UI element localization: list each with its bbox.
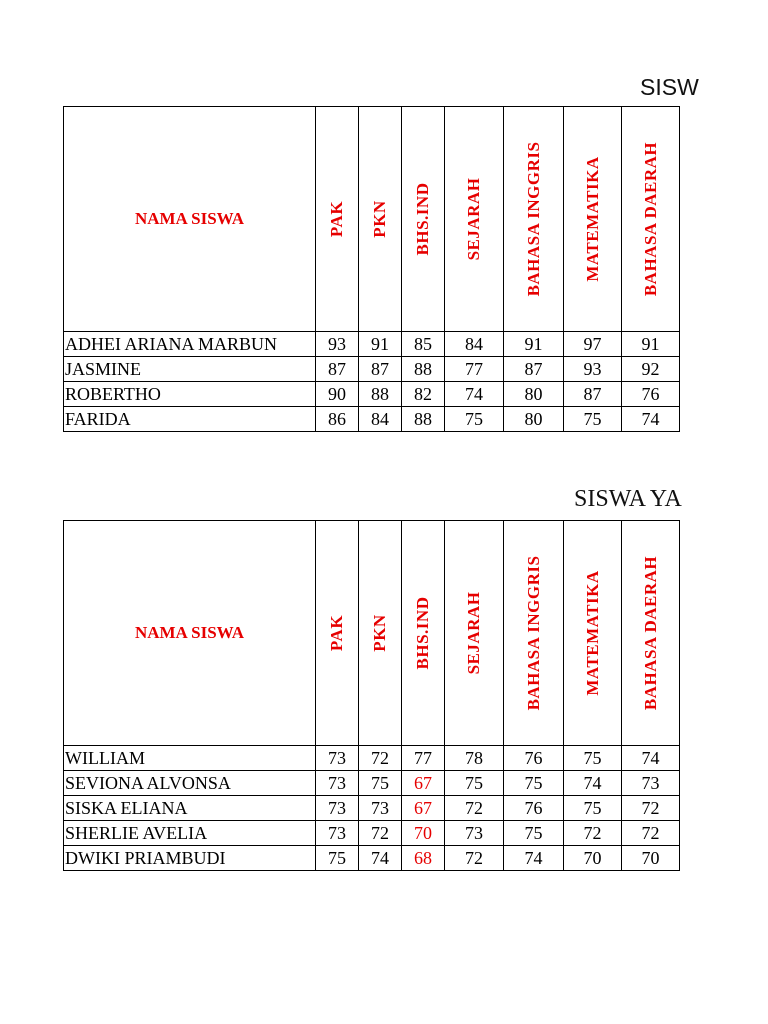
score-cell: 97 [564, 332, 622, 357]
score-cell: 74 [504, 846, 564, 871]
score-cell: 84 [445, 332, 504, 357]
header-subject-bhs-ind [402, 521, 445, 746]
score-cell: 74 [622, 407, 680, 432]
score-cell: 76 [622, 382, 680, 407]
section-title-top: SISW [640, 74, 699, 100]
score-cell-low: 68 [402, 846, 445, 871]
score-cell: 74 [564, 771, 622, 796]
header-subject-label: PAK [327, 614, 346, 652]
score-cell: 72 [359, 821, 402, 846]
score-cell: 72 [622, 821, 680, 846]
header-nama-siswa: NAMA SISWA [64, 521, 316, 746]
table-row [64, 771, 680, 796]
score-cell: 72 [445, 796, 504, 821]
score-cell: 87 [359, 357, 402, 382]
student-name: SHERLIE AVELIA [64, 821, 316, 846]
header-subject-label: BAHASA INGGRIS [523, 141, 543, 297]
score-cell: 82 [402, 382, 445, 407]
score-cell: 87 [564, 382, 622, 407]
student-name: WILLIAM [64, 746, 316, 771]
score-cell: 78 [445, 746, 504, 771]
table-row [64, 382, 680, 407]
header-subject-pak [316, 107, 359, 332]
score-cell: 73 [445, 821, 504, 846]
score-cell: 74 [622, 746, 680, 771]
score-cell: 93 [316, 332, 359, 357]
score-cell: 84 [359, 407, 402, 432]
header-subject-label: MATEMATIKA [582, 156, 602, 282]
header-subject-matematika [564, 107, 622, 332]
score-cell: 88 [402, 407, 445, 432]
header-subject-sejarah [445, 521, 504, 746]
score-cell: 91 [359, 332, 402, 357]
table-row [64, 746, 680, 771]
table-header-row [64, 107, 680, 332]
score-cell-low: 67 [402, 771, 445, 796]
header-subject-bahasa-inggris [504, 107, 564, 332]
header-subject-label: BAHASA DAERAH [640, 555, 660, 711]
header-subject-label: BHS.IND [413, 596, 432, 670]
header-subject-label: PAK [327, 200, 346, 238]
score-cell: 91 [622, 332, 680, 357]
table-row [64, 796, 680, 821]
score-cell: 77 [402, 746, 445, 771]
header-subject-label: SEJARAH [464, 177, 483, 261]
table-header-row [64, 521, 680, 746]
score-cell: 90 [316, 382, 359, 407]
header-subject-label: BHS.IND [413, 182, 432, 256]
score-cell: 80 [504, 382, 564, 407]
header-subject-label: MATEMATIKA [582, 570, 602, 696]
score-cell: 75 [504, 771, 564, 796]
score-cell-low: 70 [402, 821, 445, 846]
score-cell: 74 [359, 846, 402, 871]
header-subject-label: BAHASA DAERAH [640, 141, 660, 297]
section-title-bottom: SISWA YA [574, 486, 682, 512]
score-cell: 73 [359, 796, 402, 821]
score-cell: 75 [445, 771, 504, 796]
score-cell-low: 67 [402, 796, 445, 821]
header-subject-label: SEJARAH [464, 591, 483, 675]
header-nama-siswa: NAMA SISWA [64, 107, 316, 332]
score-cell: 74 [445, 382, 504, 407]
score-cell: 72 [622, 796, 680, 821]
grades-table-bottom [63, 520, 680, 871]
header-subject-matematika [564, 521, 622, 746]
header-subject-label: BAHASA INGGRIS [523, 555, 543, 711]
header-subject-bahasa-daerah [622, 107, 680, 332]
header-subject-pkn [359, 521, 402, 746]
score-cell: 75 [359, 771, 402, 796]
student-name: ADHEI ARIANA MARBUN [64, 332, 316, 357]
score-cell: 70 [622, 846, 680, 871]
table-row [64, 332, 680, 357]
score-cell: 88 [359, 382, 402, 407]
header-subject-bhs-ind [402, 107, 445, 332]
score-cell: 80 [504, 407, 564, 432]
table-row [64, 357, 680, 382]
student-name: FARIDA [64, 407, 316, 432]
score-cell: 70 [564, 846, 622, 871]
score-cell: 73 [622, 771, 680, 796]
score-cell: 75 [316, 846, 359, 871]
score-cell: 72 [359, 746, 402, 771]
grades-table-top [63, 106, 680, 432]
score-cell: 77 [445, 357, 504, 382]
score-cell: 86 [316, 407, 359, 432]
header-subject-bahasa-daerah [622, 521, 680, 746]
header-subject-pak [316, 521, 359, 746]
score-cell: 75 [564, 796, 622, 821]
table-row [64, 821, 680, 846]
score-cell: 75 [564, 407, 622, 432]
header-subject-sejarah [445, 107, 504, 332]
score-cell: 73 [316, 746, 359, 771]
student-name: SEVIONA ALVONSA [64, 771, 316, 796]
header-subject-label: PKN [370, 614, 389, 652]
score-cell: 75 [504, 821, 564, 846]
score-cell: 92 [622, 357, 680, 382]
student-name: JASMINE [64, 357, 316, 382]
score-cell: 87 [316, 357, 359, 382]
header-subject-pkn [359, 107, 402, 332]
score-cell: 72 [564, 821, 622, 846]
header-subject-label: PKN [370, 200, 389, 238]
score-cell: 88 [402, 357, 445, 382]
score-cell: 75 [445, 407, 504, 432]
score-cell: 93 [564, 357, 622, 382]
score-cell: 73 [316, 821, 359, 846]
score-cell: 87 [504, 357, 564, 382]
score-cell: 76 [504, 796, 564, 821]
table-row [64, 846, 680, 871]
score-cell: 72 [445, 846, 504, 871]
student-name: SISKA ELIANA [64, 796, 316, 821]
score-cell: 75 [564, 746, 622, 771]
score-cell: 85 [402, 332, 445, 357]
score-cell: 91 [504, 332, 564, 357]
student-name: ROBERTHO [64, 382, 316, 407]
header-subject-bahasa-inggris [504, 521, 564, 746]
score-cell: 76 [504, 746, 564, 771]
score-cell: 73 [316, 771, 359, 796]
score-cell: 73 [316, 796, 359, 821]
table-row [64, 407, 680, 432]
student-name: DWIKI PRIAMBUDI [64, 846, 316, 871]
